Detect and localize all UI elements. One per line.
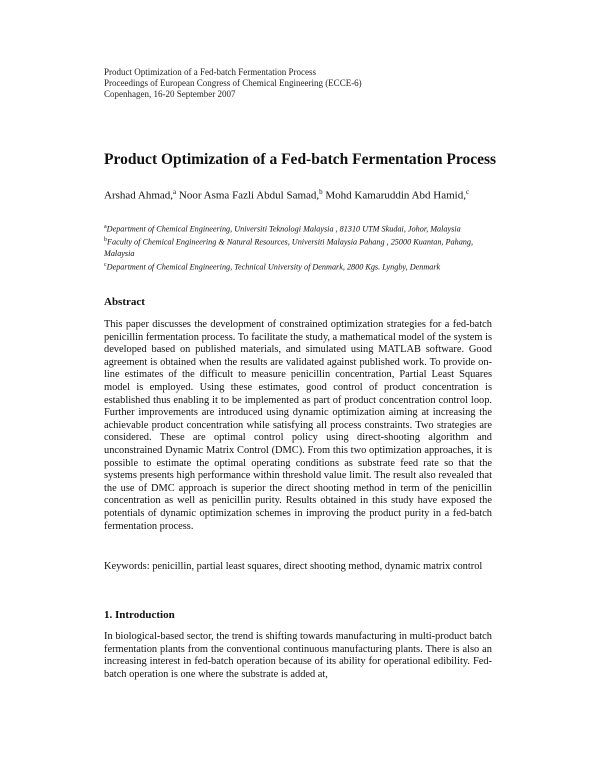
author-affil-mark: c	[465, 188, 470, 196]
author-affil-mark: b	[319, 188, 323, 196]
author-affil-mark: a	[173, 188, 177, 196]
author-name: Arshad Ahmad,	[104, 189, 174, 202]
affiliations	[104, 222, 494, 273]
paper-title: Product Optimization of a Fed-batch Fermentation Process	[104, 151, 497, 168]
author-list	[104, 185, 514, 203]
running-head-location: Copenhagen, 16-20 September 2007	[104, 89, 236, 99]
author-name: Noor Asma Fazli Abdul Samad,	[178, 189, 320, 202]
author-name: Mohd Kamaruddin Abd Hamid,	[325, 189, 466, 202]
affiliation: $^b$Faculty of Chemical Engineering & Natural Resources, Universiti Malaysia Pahang , 25000 Kuantan, Pahang, Malaysia	[104, 237, 474, 259]
affiliation: $^a$Department of Chemical Engineering, Universiti Teknologi Malaysia , 81310 UTM Skudai, Johor, Malaysia	[104, 224, 461, 234]
keywords: Keywords: penicillin, partial least squares, direct shooting method, dynamic matrix control	[104, 561, 483, 572]
introduction-body: In biological-based sector, the trend is shifting towards manufacturing in multi-product batch fermentation plants from the conventional continuous manufacturing plants. There is also an increasing interest in fed-batch operation because of its ability for operational edibility. Fed-batch operation is one where the substrate is added at,	[104, 631, 492, 680]
abstract-heading: Abstract	[104, 296, 145, 308]
abstract-body: This paper discusses the development of constrained optimization strategies for a fed-batch penicillin fermentation process. To facilitate the study, a mathematical model of the system is developed based on published materials, and simulated using MATLAB software. Good agreement is obtained when the results are validated against published work. To provide on-line estimates of the difficult to measure penicillin concentration, Partial Least Squares model is employed. Using these estimates, good control of product concentration is established thus enabling it to be implemented as part of product concentration control loop. Further improvements are introduced using dynamic optimization aiming at increasing the achievable product concentration while satisfying all process constraints. Two strategies are considered. These are optimal control policy using direct-shooting algorithm and unconstrained Dynamic Matrix Control (DMC). From this two optimization approaches, it is possible to estimate the optimal operating conditions as substrate feed rate so that the systems presents high performance within threshold value limit. The result also revealed that the use of DMC approach is superior the direct shooting method in term of the penicillin concentration as well as penicillin purity. Results obtained in this study have exposed the potentials of dynamic optimization schemes in improving the product purity in a fed-batch fermentation process.	[104, 319, 492, 532]
running-head-title: Product Optimization of a Fed-batch Fermentation Process	[104, 67, 316, 77]
running-head	[104, 67, 362, 100]
affiliation: $^c$Department of Chemical Engineering, Technical University of Denmark, 2800 Kgs. Lyngby, Denmark	[104, 261, 441, 272]
running-head-proceedings: Proceedings of European Congress of Chemical Engineering (ECCE-6)	[104, 78, 362, 88]
introduction-heading: 1. Introduction	[104, 609, 175, 621]
